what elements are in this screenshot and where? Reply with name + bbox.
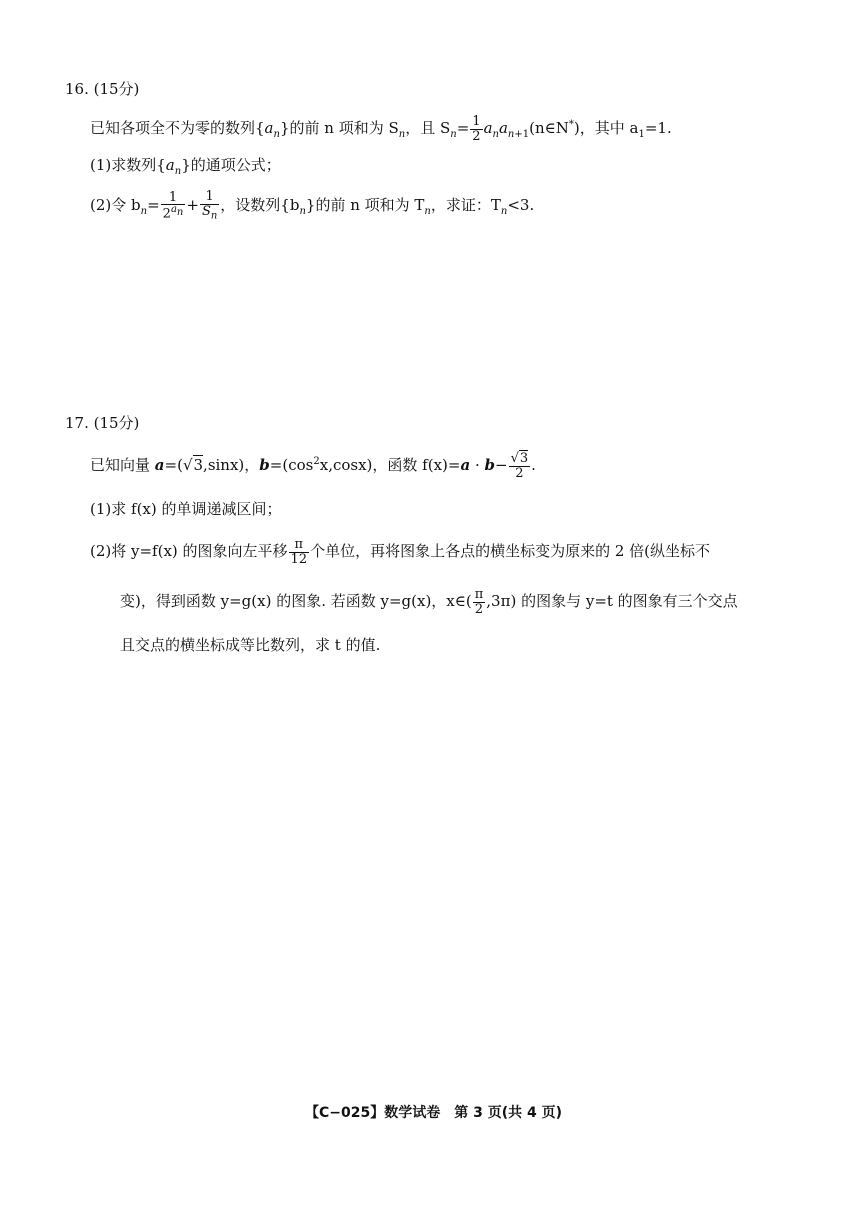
question-16-part-1: (1)求数列$\{a_n\}$的通项公式； bbox=[90, 156, 281, 177]
question-17-part-2: (2)将 y=f(x) 的图象向左平移 $\frac{\pi}{12}$ 个单位，再将图象上各点的横坐标变为原来的 2 倍(纵坐标不 bbox=[90, 537, 711, 567]
fraction: $\frac{√3}{2}$ bbox=[510, 451, 529, 481]
question-16-stem: 已知各项全不为零的数列$\{a_n\}$的前 n 项和为 $S_n$，且 $S_n=$ $\frac{1}{2}$ $a_na_{n+1}(n\in N^*)$，其中 $a_1=1$. bbox=[90, 114, 672, 144]
fraction: $\frac{\pi}{12}$ bbox=[290, 537, 308, 567]
fraction: $\frac{1}{S_n}$ bbox=[201, 189, 218, 222]
question-17-part-2-line-3: 且交点的横坐标成等比数列，求 t 的值. bbox=[120, 636, 381, 654]
question-17-part-2-line-2: 变)，得到函数 y=g(x) 的图象. 若函数 y=g(x)，x∈( $\frac{\pi}{2}$ ,3π) 的图象与 y=t 的图象有三个交点 bbox=[120, 587, 738, 617]
question-17-part-1: (1)求 f(x) 的单调递减区间； bbox=[90, 500, 282, 518]
question-17-heading: 17. (15分) bbox=[65, 414, 140, 432]
question-17-stem: 已知向量 a=(√3,sinx)，$b=(\cos^2x,\cos x)$，函数 f(x)=a · b− $\frac{√3}{2}$ . bbox=[90, 451, 536, 481]
fraction: $\frac{\pi}{2}$ bbox=[474, 587, 484, 617]
fraction: $\frac{1}{2}$ bbox=[472, 114, 481, 144]
fraction: $\frac{1}{2^{a_n}}$ bbox=[162, 189, 184, 222]
question-16-part-2: (2)令 $b_n=$ $\frac{1}{2^{a_n}}$ + $\frac{1}{S_n}$ ，设数列$\{b_n\}$的前 n 项和为 $T_n$，求证：$T_n<3$. bbox=[90, 189, 535, 222]
page-footer: 【C−025】数学试卷 第 3 页(共 4 页) bbox=[304, 1105, 562, 1121]
question-16-heading: 16. (15分) bbox=[65, 80, 140, 98]
